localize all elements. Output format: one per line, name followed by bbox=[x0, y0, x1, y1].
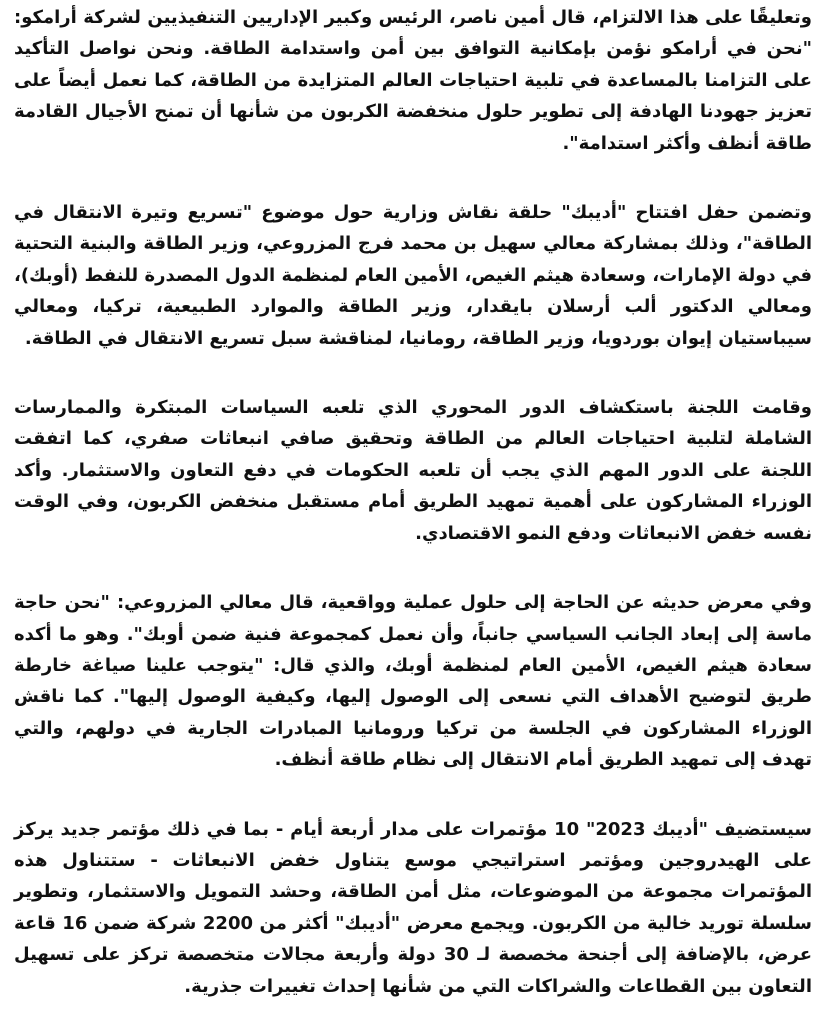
paragraph-naser-quote: وتعليقًا على هذا الالتزام، قال أمين ناصر، الرئيس وكبير الإداريين التنفيذيين لشركة أرامكو: "نحن في أرامكو نؤمن بإمكانية التوافق بين أمن واستدامة الطاقة. ونحن نواصل التأكيد على التزامنا بالمساعدة في تلبية احتياجات العالم المتزايدة من الطاقة، كما نعمل أيضاً على تعزيز جهودنا الهادفة إلى تطوير حلول منخفضة الكربون من شأنها أن تمنح الأجيال القادمة طاقة أنظف وأكثر استدامة". bbox=[14, 7, 812, 154]
paragraph-ministerial-panel: وتضمن حفل افتتاح "أديبك" حلقة نقاش وزارية حول موضوع "تسريع وتيرة الانتقال في الطاقة"، وذلك بمشاركة معالي سهيل بن محمد فرج المزروعي، وزير الطاقة والبنية التحتية في دولة الإمارات، وسعادة هيثم الغيص، الأمين العام لمنظمة الدول المصدرة للنفط (أوبك)، ومعالي الدكتور ألب أرسلان بايقدار، وزير الطاقة والموارد الطبيعية، تركيا، ومعالي سيباستيان إيوان بوردويا، وزير الطاقة، رومانيا، لمناقشة سبل تسريع الانتقال في الطاقة. bbox=[14, 202, 812, 349]
article-body bbox=[14, 0, 812, 1024]
paragraph-committee-role: وقامت اللجنة باستكشاف الدور المحوري الذي تلعبه السياسات المبتكرة والممارسات الشاملة لتلبية احتياجات العالم من الطاقة وتحقيق صافي انبعاثات صفري، كما اتفقت اللجنة على الدور المهم الذي يجب أن تلعبه الحكومات في دفع التعاون والاستثمار. وأكد الوزراء المشاركون على أهمية تمهيد الطريق أمام مستقبل منخفض الكربون، وفي الوقت نفسه خفض الانبعاثات ودفع النمو الاقتصادي. bbox=[14, 397, 812, 544]
paragraph-mazrouei-quote: وفي معرض حديثه عن الحاجة إلى حلول عملية وواقعية، قال معالي المزروعي: "نحن حاجة ماسة إلى إبعاد الجانب السياسي جانباً، وأن نعمل كمجموعة فنية ضمن أوبك". وهو ما أكده سعادة هيثم الغيص، الأمين العام لمنظمة أوبك، والذي قال: "يتوجب علينا صياغة خارطة طريق لتوضيح الأهداف التي نسعى إلى الوصول إليها، وكيفية الوصول إليها". كما ناقش الوزراء المشاركون في الجلسة من تركيا ورومانيا المبادرات الجارية في دولهم، والتي تهدف إلى تمهيد الطريق أمام الانتقال إلى نظام طاقة أنظف. bbox=[14, 592, 812, 771]
paragraph-adipec-conferences: سيستضيف "أديبك 2023" 10 مؤتمرات على مدار أربعة أيام - بما في ذلك مؤتمر جديد يركز على الهيدروجين ومؤتمر استراتيجي موسع يتناول خفض الانبعاثات - ستتناول هذه المؤتمرات مجموعة من الموضوعات، مثل أمن الطاقة، وحشد التمويل والاستثمار، وتطوير سلسلة توريد خالية من الكربون. ويجمع معرض "أديبك" أكثر من 2200 شركة ضمن 16 قاعة عرض، بالإضافة إلى أجنحة مخصصة لـ 30 دولة وأربعة مجالات متخصصة تركز على تسهيل التعاون بين القطاعات والشراكات التي من شأنها إحداث تغييرات جذرية. bbox=[14, 818, 813, 997]
